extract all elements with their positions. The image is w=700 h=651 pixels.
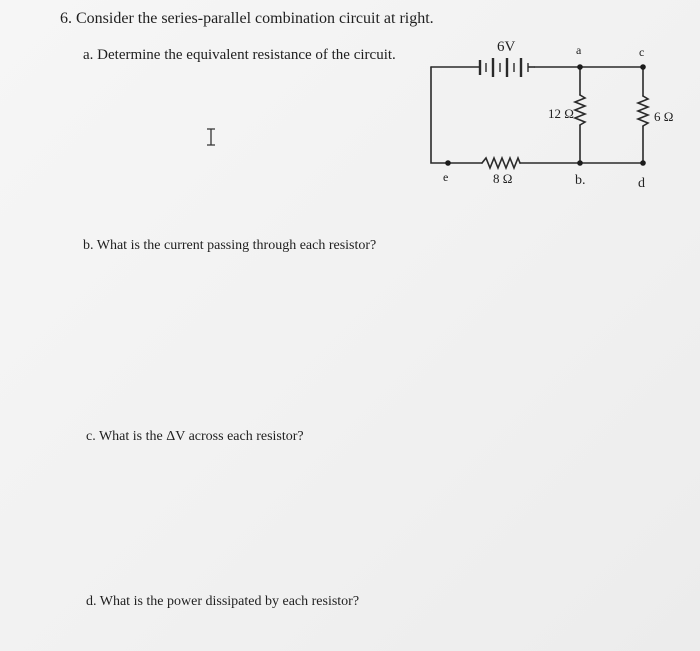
- node-b-label: b.: [575, 173, 586, 188]
- node-c-label: c: [639, 45, 645, 59]
- resistor-6-ohm: [638, 96, 648, 126]
- node-a-dot: [577, 64, 583, 70]
- resistor-6-label: 6 Ω: [654, 109, 674, 124]
- question-title: 6. Consider the series-parallel combination circuit at right.: [60, 10, 434, 27]
- question-part-a: a. Determine the equivalent resistance of the circuit.: [83, 47, 396, 63]
- node-b-dot: [577, 160, 583, 166]
- resistor-8-label: 8 Ω: [493, 171, 513, 186]
- node-c-dot: [640, 64, 646, 70]
- node-e-dot: [445, 160, 451, 166]
- node-a-label: a: [576, 43, 582, 57]
- wire-left: [431, 67, 482, 163]
- question-part-c: c. What is the ΔV across each resistor?: [86, 429, 304, 444]
- node-d-dot: [640, 160, 646, 166]
- question-part-d: d. What is the power dissipated by each resistor?: [86, 594, 360, 609]
- question-part-b: b. What is the current passing through each resistor?: [83, 238, 377, 253]
- node-e-label: e: [443, 170, 449, 184]
- battery-icon: [480, 58, 535, 77]
- battery-label: 6V: [497, 39, 516, 55]
- resistor-8-ohm: [482, 158, 520, 168]
- resistor-12-label: 12 Ω: [548, 106, 574, 121]
- node-d-label: d: [638, 176, 645, 191]
- resistor-12-ohm: [575, 95, 585, 125]
